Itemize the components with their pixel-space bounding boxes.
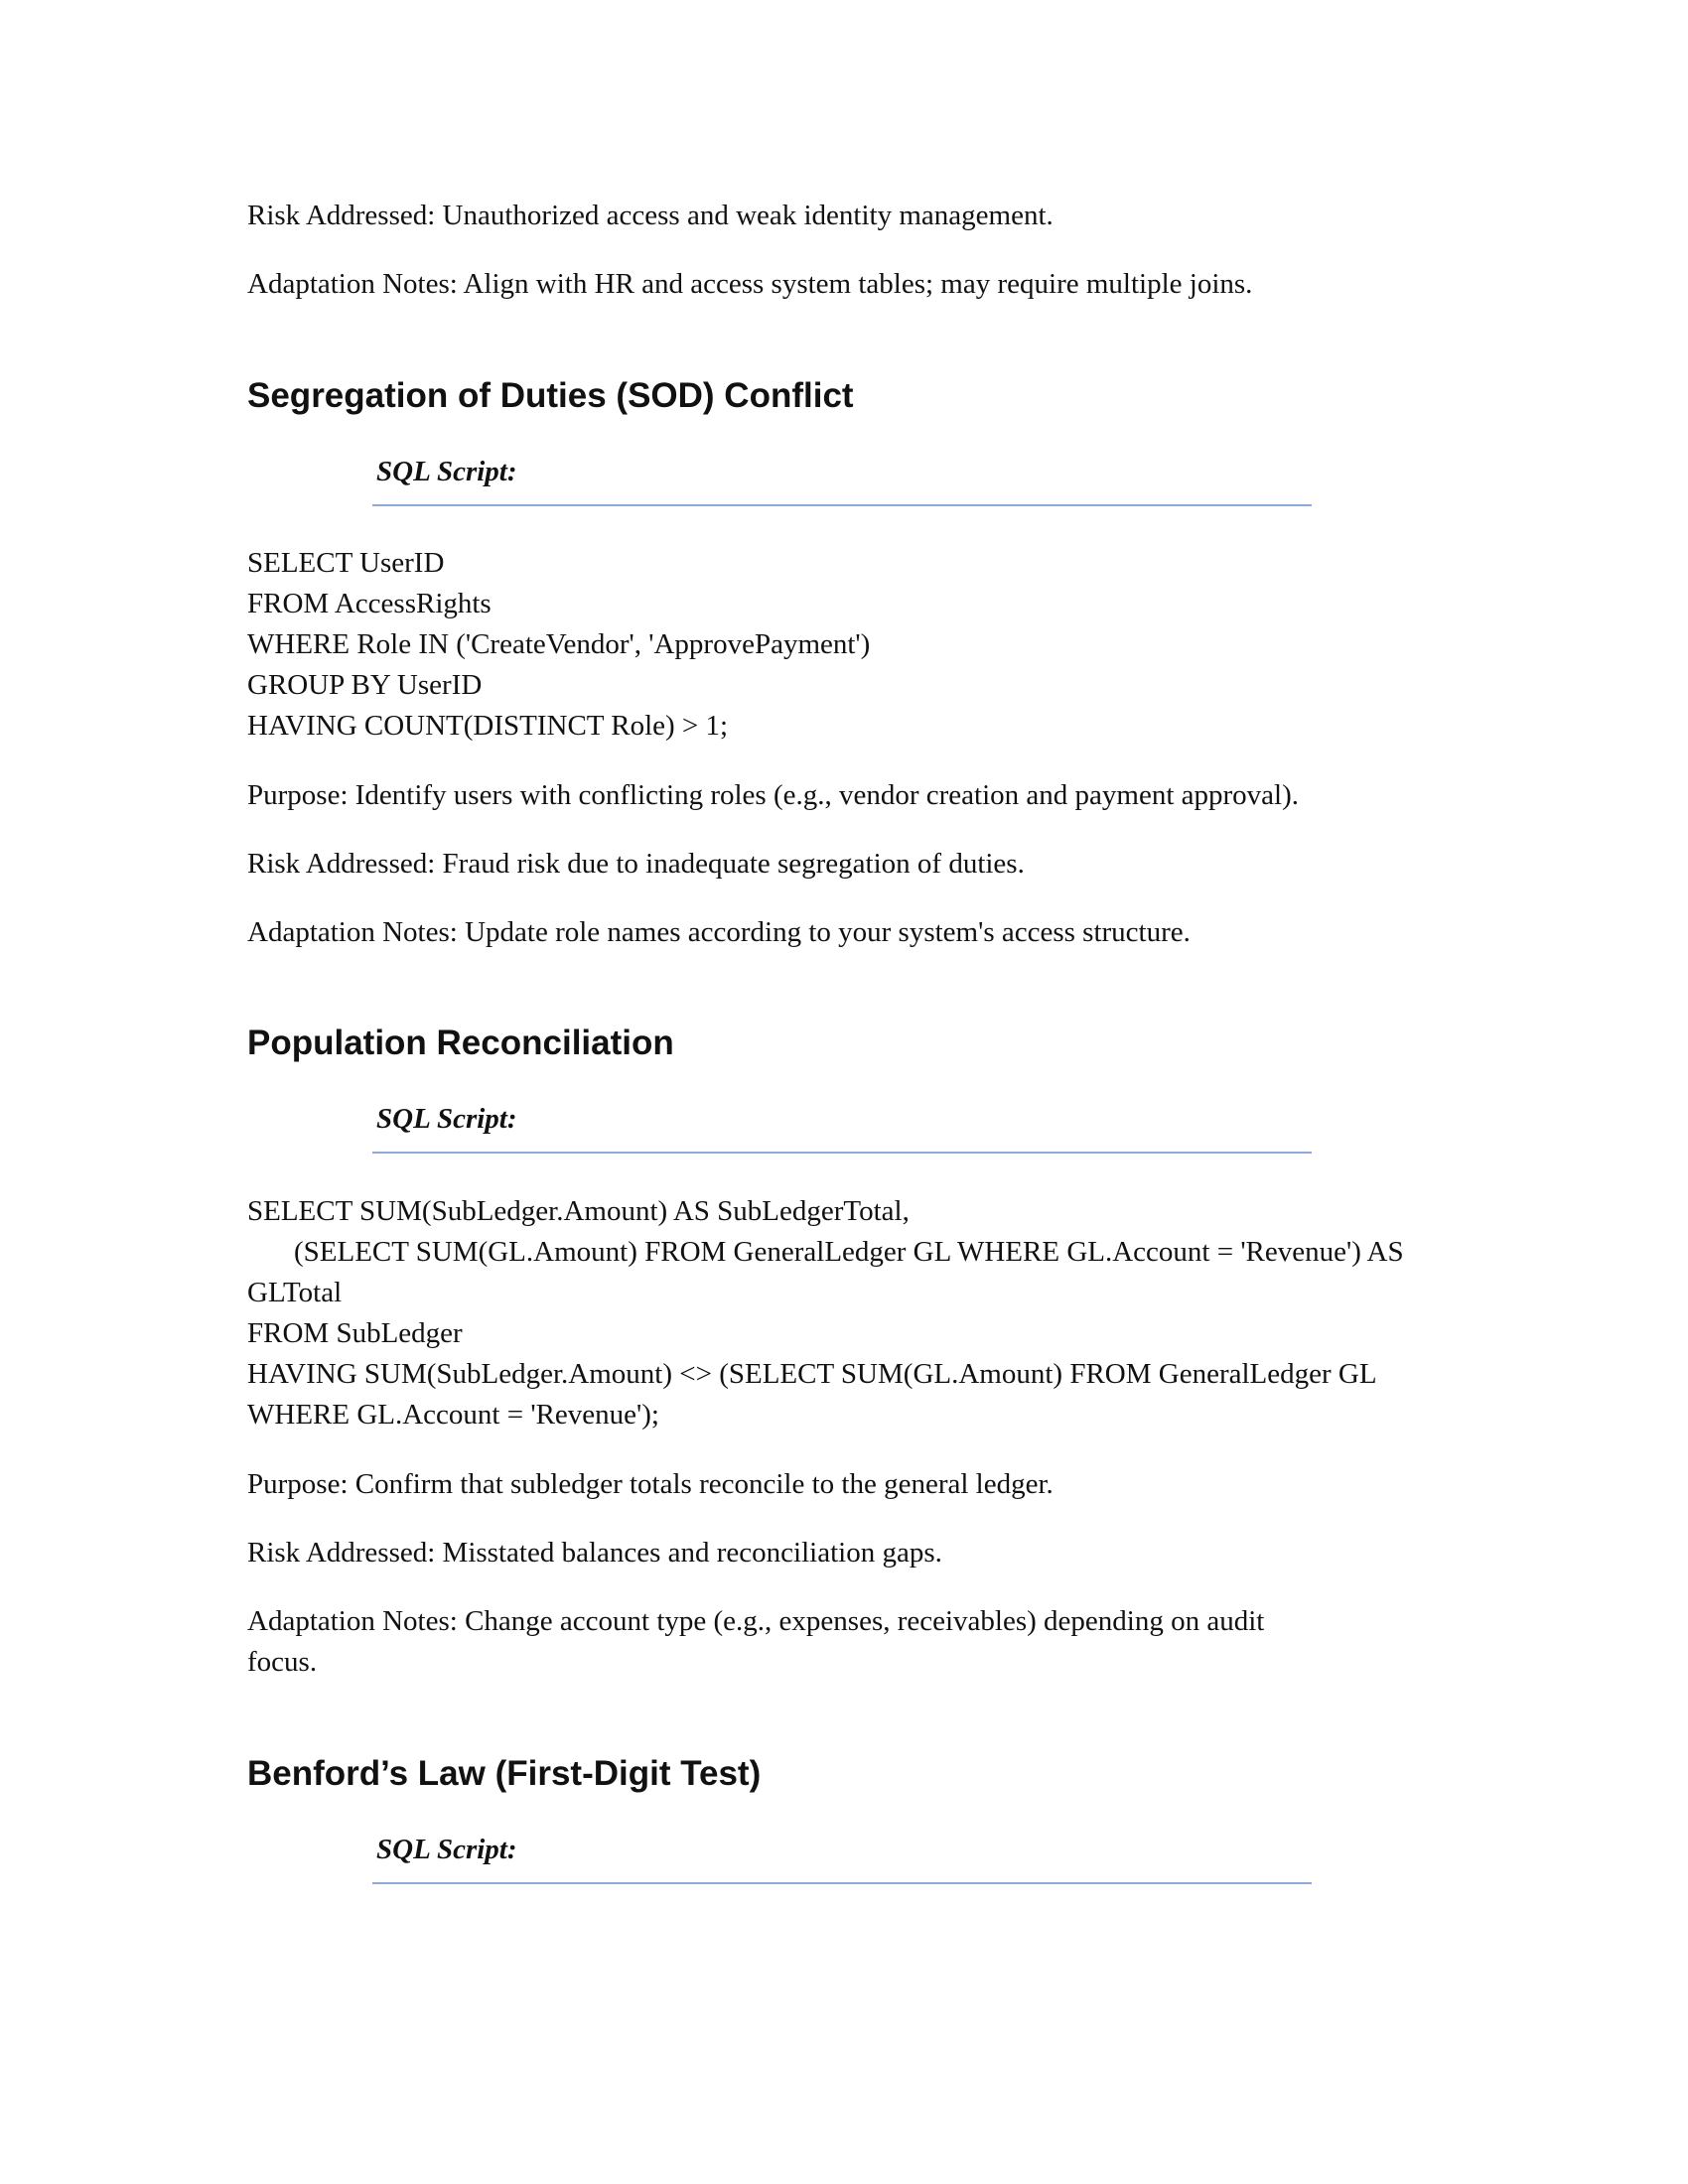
code-line: FROM AccessRights	[247, 588, 492, 619]
code-line: SELECT SUM(SubLedger.Amount) AS SubLedgerTotal,	[247, 1195, 910, 1227]
code-line: (SELECT SUM(GL.Amount) FROM GeneralLedger GL WHERE GL.Account = 'Revenue') AS	[294, 1236, 1404, 1268]
code-line: WHERE GL.Account = 'Revenue');	[247, 1399, 659, 1431]
sql-label-underline	[372, 1882, 1312, 1884]
sql-script-label: SQL Script:	[376, 456, 517, 487]
sql-label-underline	[372, 1152, 1312, 1154]
code-line: FROM SubLedger	[247, 1317, 463, 1349]
adaptation-text: Adaptation Notes: Change account type (e.g., expenses, receivables) depending on audit	[247, 1605, 1265, 1637]
code-line: SELECT UserID	[247, 547, 445, 579]
code-line: HAVING SUM(SubLedger.Amount) <> (SELECT SUM(GL.Amount) FROM GeneralLedger GL	[247, 1358, 1377, 1390]
sql-label-underline	[372, 504, 1312, 506]
code-line: GLTotal	[247, 1277, 343, 1308]
section-heading-benfords-law: Benford’s Law (First-Digit Test)	[247, 1754, 762, 1793]
adaptation-text-continued: focus.	[247, 1646, 318, 1678]
risk-text: Risk Addressed: Misstated balances and reconciliation gaps.	[247, 1537, 942, 1569]
sql-script-label: SQL Script:	[376, 1834, 517, 1865]
intro-adaptation-text: Adaptation Notes: Align with HR and access system tables; may require multiple joins.	[247, 268, 1253, 300]
adaptation-text: Adaptation Notes: Update role names according to your system's access structure.	[247, 916, 1191, 948]
purpose-text: Purpose: Confirm that subledger totals reconcile to the general ledger.	[247, 1468, 1054, 1500]
purpose-text: Purpose: Identify users with conflicting roles (e.g., vendor creation and payment approval).	[247, 779, 1299, 811]
code-line: GROUP BY UserID	[247, 669, 483, 701]
section-heading-population-reconciliation: Population Reconciliation	[247, 1024, 674, 1062]
code-line: WHERE Role IN ('CreateVendor', 'ApprovePayment')	[247, 628, 871, 660]
code-line: HAVING COUNT(DISTINCT Role) > 1;	[247, 710, 729, 742]
section-heading-sod: Segregation of Duties (SOD) Conflict	[247, 376, 854, 415]
sql-script-label: SQL Script:	[376, 1103, 517, 1135]
risk-text: Risk Addressed: Fraud risk due to inadequate segregation of duties.	[247, 848, 1025, 880]
intro-risk-text: Risk Addressed: Unauthorized access and weak identity management.	[247, 200, 1054, 231]
